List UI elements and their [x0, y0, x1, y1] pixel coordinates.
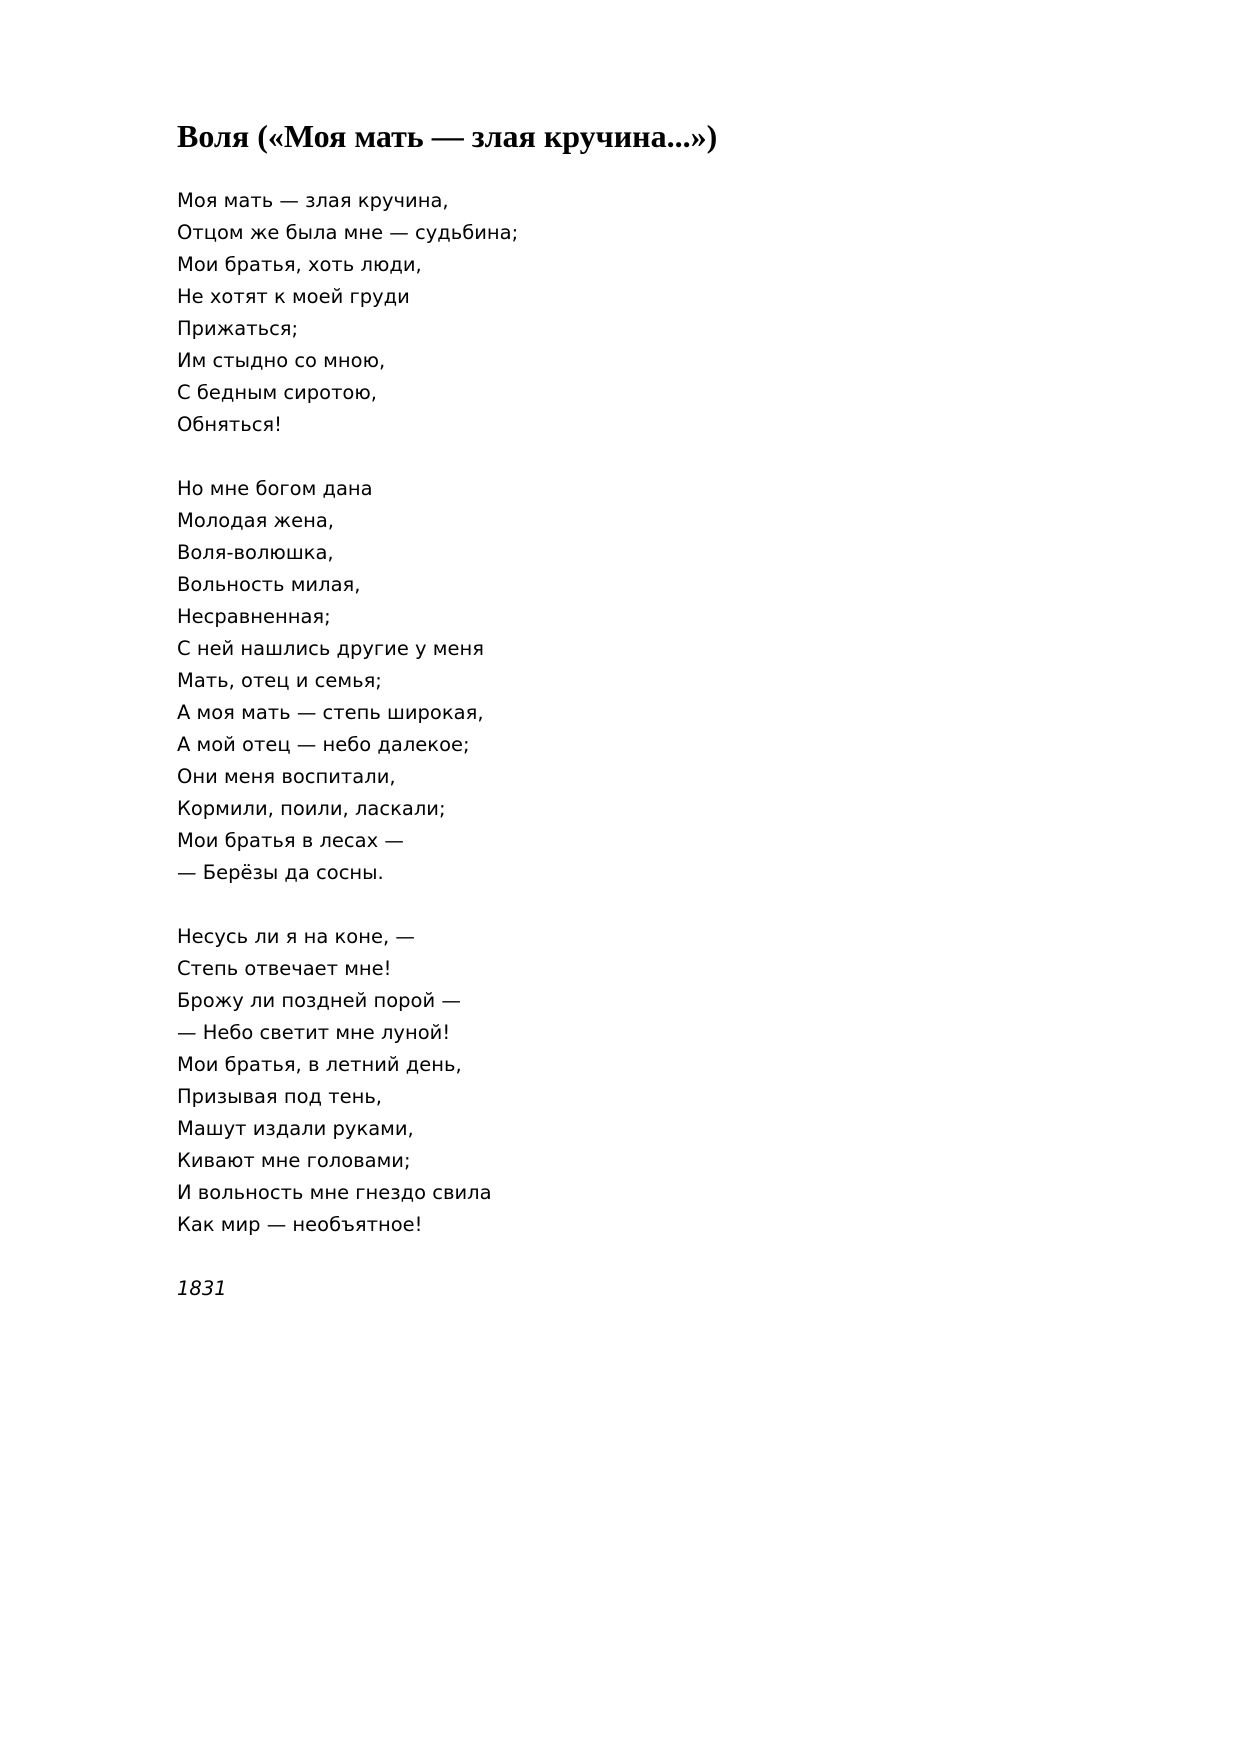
poem-line: Призывая под тень,	[177, 1085, 383, 1108]
poem-line: Вольность милая,	[177, 573, 361, 596]
poem-line: Прижаться;	[177, 317, 299, 340]
poem-line: А мой отец — небо далекое;	[177, 733, 470, 756]
poem-line: — Берёзы да сосны.	[177, 861, 384, 884]
poem-line: Несусь ли я на коне, —	[177, 925, 415, 948]
poem-line: Им стыдно со мною,	[177, 349, 386, 372]
poem-line: И вольность мне гнездо свила	[177, 1181, 492, 1204]
poem-line: Воля-волюшка,	[177, 541, 334, 564]
poem-body	[177, 185, 518, 1305]
poem-title: Воля («Моя мать — злая кручина...»)	[177, 118, 718, 154]
poem-line: Степь отвечает мне!	[177, 957, 392, 980]
poem-line: Отцом же была мне — судьбина;	[177, 221, 519, 244]
poem-line: Моя мать — злая кручина,	[177, 189, 449, 212]
poem-line: Обняться!	[177, 413, 282, 436]
poem-line: Мать, отец и семья;	[177, 669, 382, 692]
poem-line: Кормили, поили, ласкали;	[177, 797, 446, 820]
stanza-1	[177, 185, 518, 441]
stanza-3	[177, 921, 518, 1241]
poem-line: Мои братья в лесах —	[177, 829, 404, 852]
poem-line: Мои братья, хоть люди,	[177, 253, 422, 276]
poem-line: Молодая жена,	[177, 509, 334, 532]
poem-line: А моя мать — степь широкая,	[177, 701, 484, 724]
poem-line: Не хотят к моей груди	[177, 285, 410, 308]
poem-line: С бедным сиротою,	[177, 381, 377, 404]
poem-line: Они меня воспитали,	[177, 765, 396, 788]
poem-line: Как мир — необъятное!	[177, 1213, 423, 1236]
poem-line: — Небо светит мне луной!	[177, 1021, 451, 1044]
poem-line: Кивают мне головами;	[177, 1149, 411, 1172]
poem-line: С ней нашлись другие у меня	[177, 637, 484, 660]
poem-date: 1831	[177, 1277, 227, 1300]
stanza-2	[177, 473, 518, 889]
poem-line: Мои братья, в летний день,	[177, 1053, 462, 1076]
poem-line: Машут издали руками,	[177, 1117, 414, 1140]
poem-line: Несравненная;	[177, 605, 331, 628]
poem-line: Брожу ли поздней порой —	[177, 989, 461, 1012]
poem-line: Но мне богом дана	[177, 477, 373, 500]
